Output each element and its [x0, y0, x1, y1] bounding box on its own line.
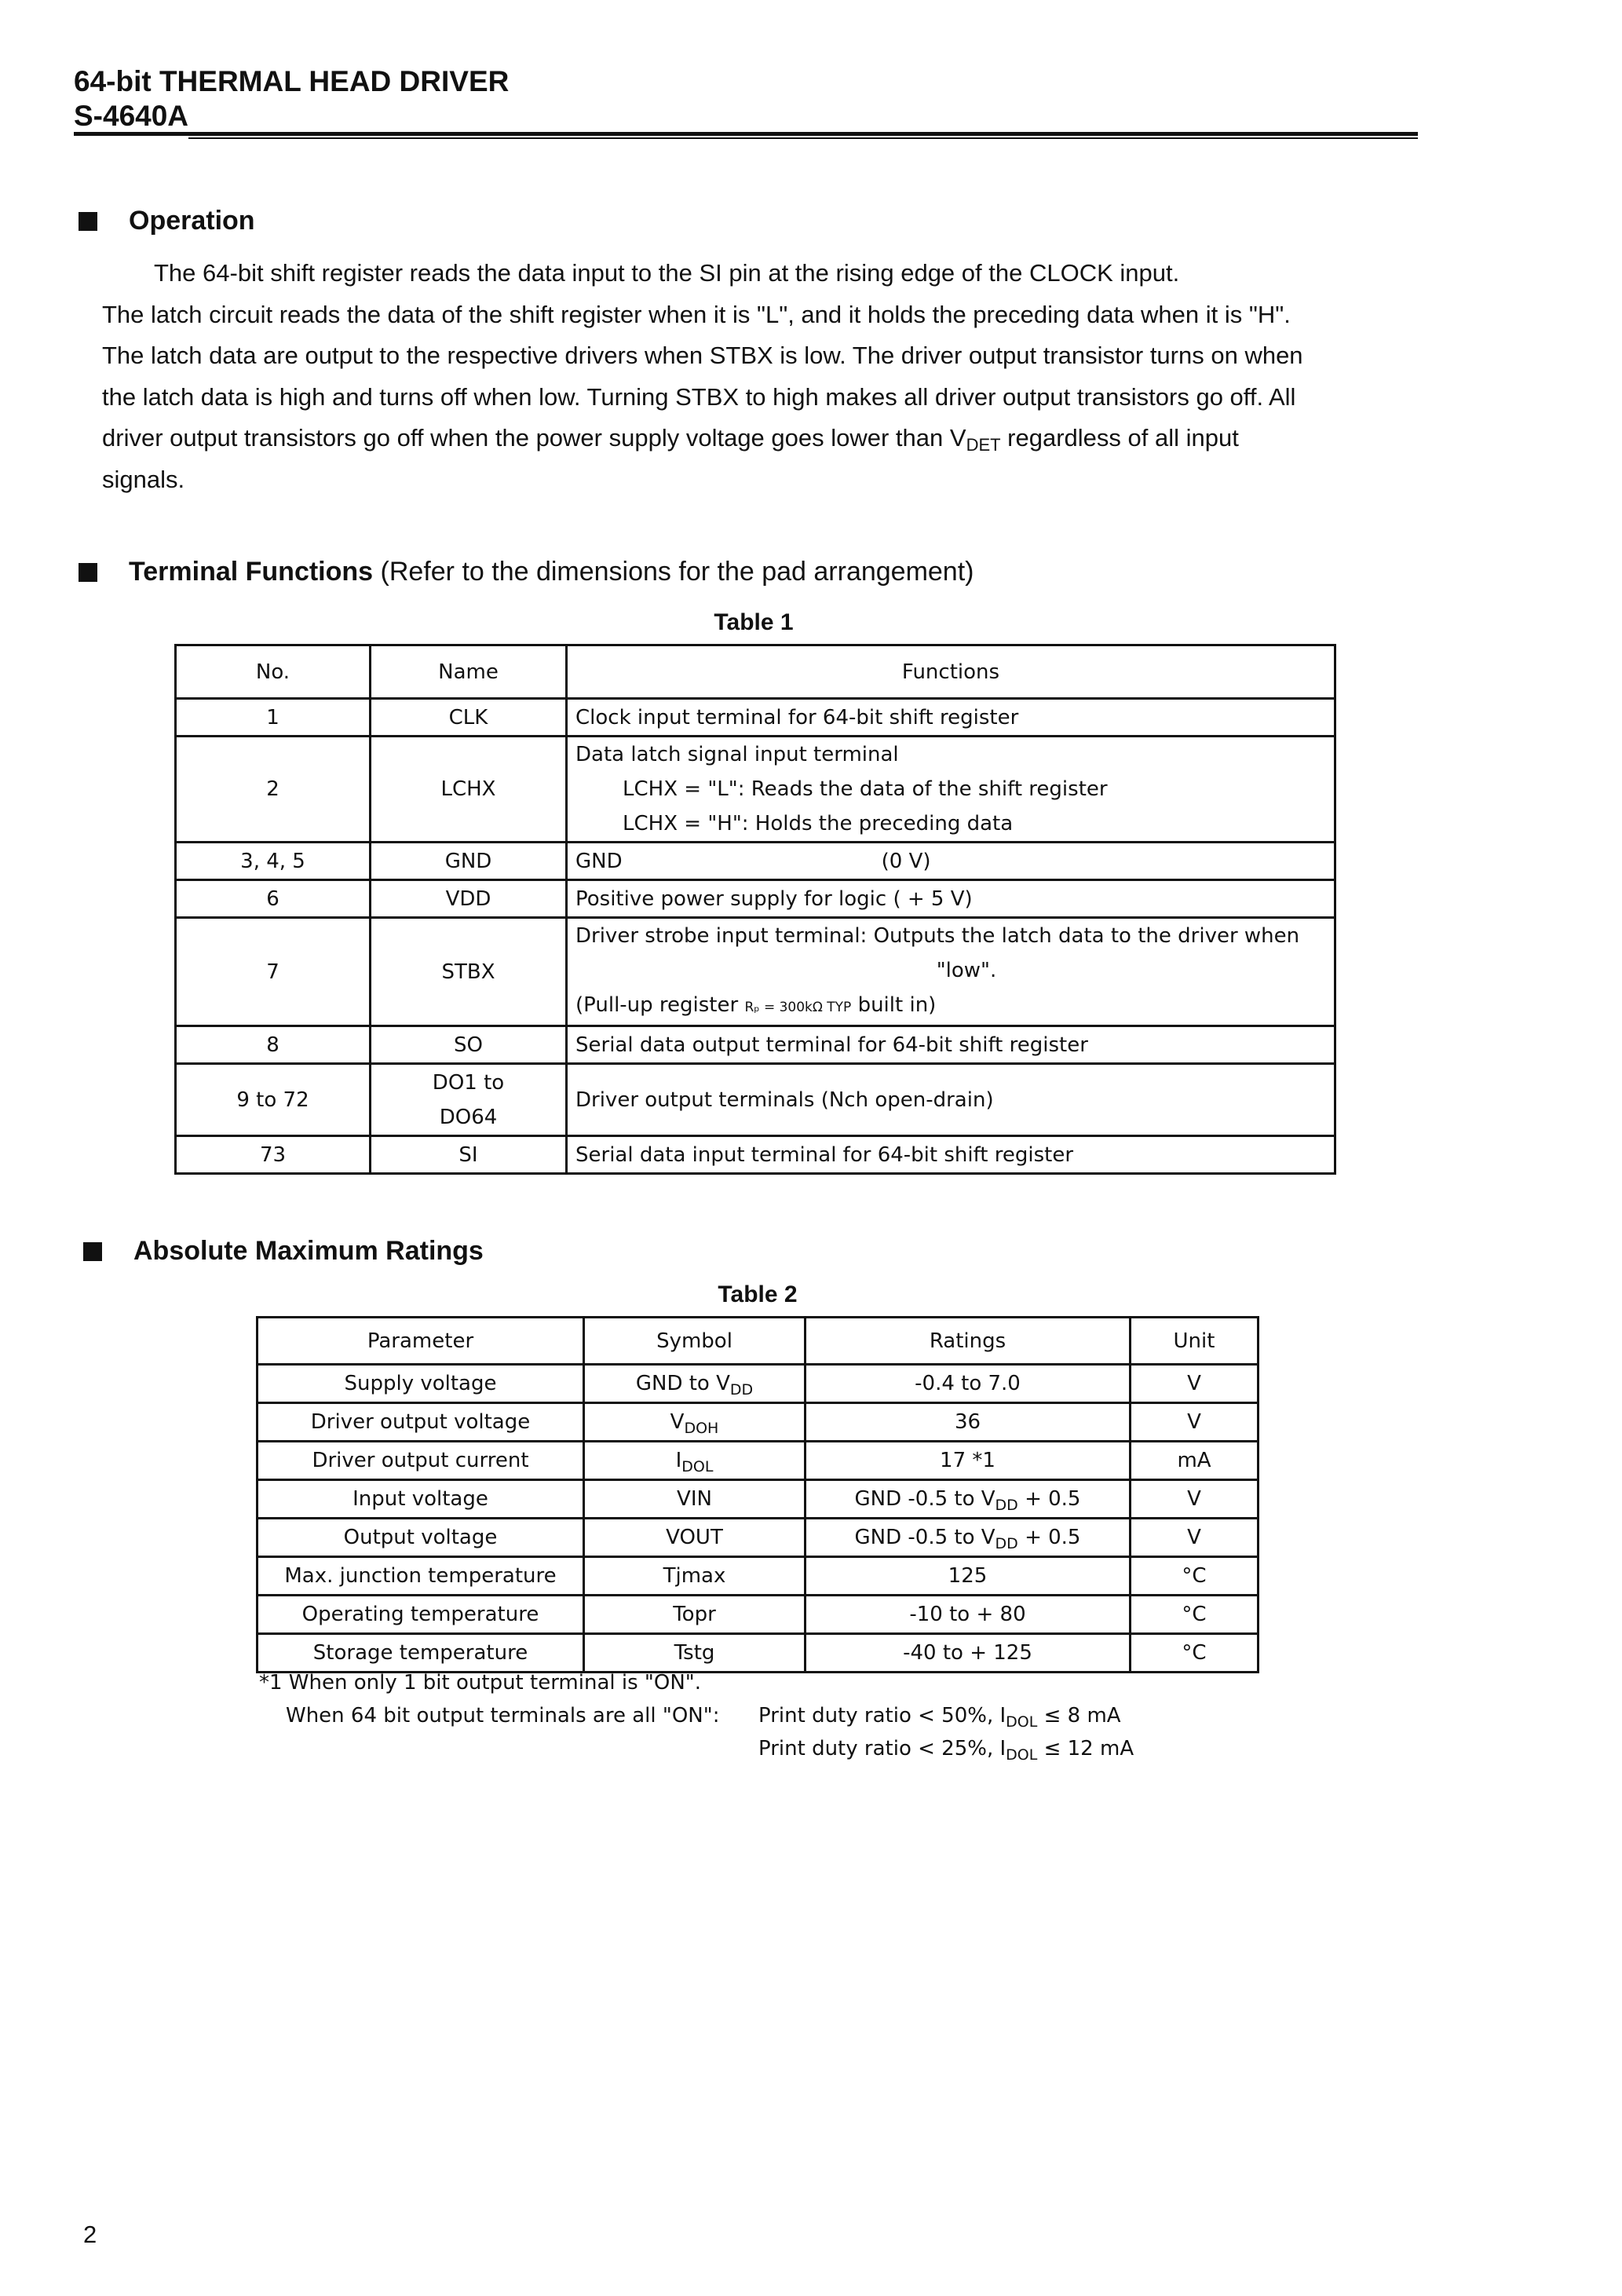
col-header-no: No. [176, 645, 371, 699]
document-header [74, 64, 509, 133]
part-number: S-4640A [74, 100, 189, 132]
table2-footnote-condition: Print duty ratio < 50%, $I_{DOL} \le 8$ mA [758, 1704, 1121, 1731]
operation-paragraph [102, 253, 1437, 500]
operation-line: the latch data is high and turns off when low. Turning STBX to high makes all driver output transistors go off. All [102, 382, 1296, 411]
table1-caption: Table 1 [714, 609, 794, 635]
table2-footnote: *1 When only 1 bit output terminal is "ON". [259, 1671, 702, 1695]
col-header-symbol: Symbol [584, 1318, 806, 1365]
terminal-functions-table [174, 644, 1336, 1175]
header-rule [74, 132, 1418, 136]
terminal-functions-subheading: (Refer to the dimensions for the pad arrangement) [380, 557, 974, 587]
col-header-functions: Functions [567, 645, 1335, 699]
col-header-parameter: Parameter [258, 1318, 584, 1365]
table-row: Max. junction temperature Tjmax 125 °C [258, 1557, 1259, 1596]
col-header-ratings: Ratings [806, 1318, 1131, 1365]
table-row: 73 SI Serial data input terminal for 64-bit shift register [176, 1136, 1335, 1174]
operation-line: The 64-bit shift register reads the data input to the SI pin at the rising edge of the CLOCK input. [154, 259, 1180, 287]
table-row: 3, 4, 5 GND GND (0 V) [176, 843, 1335, 880]
col-header-name: Name [371, 645, 567, 699]
document-title: 64-bit THERMAL HEAD DRIVER [74, 65, 510, 97]
terminal-functions-heading: Terminal Functions (Refer to the dimensions for the pad arrangement) [79, 557, 974, 587]
table-row: 6 VDD Positive power supply for logic ( + 5 V) [176, 880, 1335, 918]
table2-footnote-label: When 64 bit output terminals are all "ON": [286, 1704, 720, 1727]
table-row: Driver output voltage $V_{DOH}$ 36 V [258, 1403, 1259, 1442]
table-row: 8 SO Serial data output terminal for 64-bit shift register [176, 1026, 1335, 1064]
table-row: 1 CLK Clock input terminal for 64-bit shift register [176, 699, 1335, 737]
header-rule-secondary [188, 137, 1418, 139]
page-number: 2 [83, 2221, 97, 2248]
table-row: 7 STBX Driver strobe input terminal: Outputs the latch data to the driver when "low". (Pull-up register Rₚ = 300kΩ TYP built in) [176, 918, 1335, 1026]
table-row: Supply voltage GND to $V_{DD}$ -0.4 to 7.0 V [258, 1365, 1259, 1403]
table-row: Input voltage VIN GND -0.5 to $V_{DD} + 0.5$ V [258, 1480, 1259, 1519]
col-header-unit: Unit [1131, 1318, 1259, 1365]
operation-line: The latch data are output to the respective drivers when STBX is low. The driver output transistor turns on when [102, 342, 1303, 369]
operation-line: signals. [102, 465, 185, 493]
operation-line: driver output transistors go off when the power supply voltage goes lower than $V_{DET}$ regardless of all input [102, 424, 1239, 455]
table-header-row [176, 645, 1335, 699]
table-row: Output voltage VOUT GND -0.5 to $V_{DD} + 0.5$ V [258, 1519, 1259, 1557]
table-header-row [258, 1318, 1259, 1365]
section-bullet [83, 1242, 102, 1261]
table-row: 9 to 72 DO1 to DO64 Driver output terminals (Nch open-drain) [176, 1064, 1335, 1136]
table2-footnote-condition: Print duty ratio < 25%, $I_{DOL} \le 12$ mA [758, 1737, 1134, 1764]
section-bullet [79, 563, 97, 582]
table-row: 2 LCHX Data latch signal input terminal LCHX = "L": Reads the data of the shift register LCHX = "H": Holds the preceding data [176, 737, 1335, 843]
absolute-max-ratings-heading: Absolute Maximum Ratings [83, 1236, 484, 1267]
table2-caption: Table 2 [718, 1281, 798, 1307]
table-row: Operating temperature Topr -10 to + 80 °C [258, 1596, 1259, 1634]
operation-heading: Operation [79, 206, 255, 236]
absolute-max-ratings-table [256, 1316, 1259, 1673]
table-row: Storage temperature Tstg -40 to + 125 °C [258, 1634, 1259, 1673]
table-row: Driver output current $I_{DOL}$ 17 *1 mA [258, 1442, 1259, 1480]
section-bullet [79, 212, 97, 231]
operation-line: The latch circuit reads the data of the shift register when it is "L", and it holds the preceding data when it is "H". [102, 300, 1291, 328]
